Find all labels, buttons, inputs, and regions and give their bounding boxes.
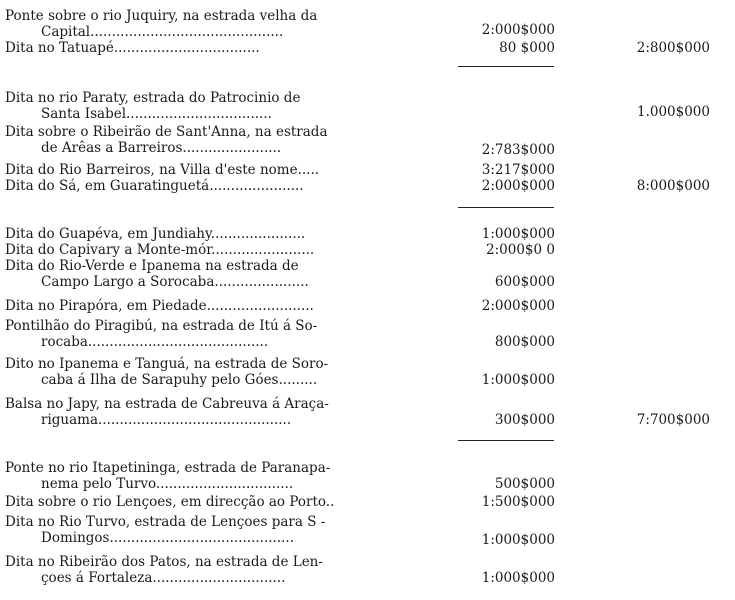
entry-line1: Dita do Capivary a Monte-mór........................ [5,242,315,258]
group-total: 2:800$000 [636,40,710,56]
entry-description [5,494,435,510]
entry-amount: 2:000$000 [481,22,555,38]
entry-line1: Dita do Rio-Verde e Ipanema na estrada de [5,258,299,274]
entry-line1: Dita do Guapéva, em Jundiahy...................... [5,226,306,242]
entry-line2: rocaba.......................................... [41,334,269,350]
entry-description [5,554,435,586]
entry-description [5,298,435,314]
entry-description [5,40,435,56]
entry-amount: 2:000$000 [481,178,555,194]
entry-line1: Dita no rio Paraty, estrada do Patrocinio de [5,90,301,106]
entry-description [5,258,435,290]
entry-amount: 1:000$000 [481,532,555,548]
entry-amount: 3:217$000 [481,162,555,178]
entry-description [5,356,435,388]
entry-description [5,226,435,242]
entry-line1: Ponte sobre o rio Juquiry, na estrada velha da [5,8,318,24]
entry-description [5,178,435,194]
entry-description [5,90,435,122]
entry-amount: 300$000 [494,412,555,428]
entry-line1: Dita no Ribeirão dos Patos, na estrada de Len- [5,554,323,570]
entry-line2: caba á Ilha de Sarapuhy pelo Góes......... [41,372,318,388]
entry-amount: 2:000$000 [481,298,555,314]
entry-line1: Dita no Rio Turvo, estrada de Lençoes para S - [5,514,326,530]
entry-line1: Dito no Ipanema e Tanguá, na estrada de Soro- [5,356,329,372]
entry-line1: Dita no Tatuapé.................................. [5,40,260,56]
group-total: 7:700$000 [636,412,710,428]
entry-description [5,396,435,428]
entry-line1: Balsa no Japy, na estrada de Cabreuva á Araça- [5,396,329,412]
entry-amount: 1:000$000 [481,372,555,388]
entry-description [5,162,435,178]
entry-line1: Ponte no rio Itapetininga, estrada de Paranapa- [5,460,331,476]
entry-line2: çoes á Fortaleza............................... [41,570,286,586]
entry-amount: 800$000 [494,334,555,350]
entry-amount: 2:000$0 0 [486,242,555,258]
entry-amount: 80 $000 [499,40,555,56]
entry-line1: Dita do Sá, em Guaratinguetá...................... [5,178,304,194]
entry-amount: 1:000$000 [481,570,555,586]
entry-description [5,124,435,156]
entry-line2: Santa Isabel.................................. [41,106,272,122]
entry-line2: Capital............................................. [41,24,284,40]
entry-amount: 1:500$000 [481,494,555,510]
entry-description [5,8,435,40]
entry-line1: Dita no Pirapóra, em Piedade......................... [5,298,314,314]
entry-amount: 600$000 [494,274,555,290]
entry-line2: Campo Largo a Sorocaba...................... [41,274,309,290]
entry-line2: riguama............................................. [41,412,292,428]
entry-line2: Domingos........................................... [41,530,294,546]
entry-line1: Dita sobre o Ribeirão de Sant'Anna, na estrada [5,124,328,140]
entry-description [5,514,435,546]
entry-amount: 2:783$000 [481,142,555,158]
subtotal-rule [458,66,554,67]
entry-line1: Dita do Rio Barreiros, na Villa d'este nome..... [5,162,320,178]
entry-line2: nema pelo Turvo................................ [41,476,294,492]
group-total: 8:000$000 [636,178,710,194]
subtotal-rule [458,207,554,208]
entry-line1: Dita sobre o rio Lençoes, em direcção ao Porto.. [5,494,335,510]
subtotal-rule [458,440,554,441]
entry-description [5,242,435,258]
entry-line2: de Arêas a Barreiros....................... [41,140,282,156]
entry-amount: 500$000 [494,476,555,492]
group-total: 1.000$000 [636,104,710,120]
entry-description [5,318,435,350]
entry-amount: 1:000$000 [481,226,555,242]
entry-description [5,460,435,492]
entry-line1: Pontilhão do Piragibú, na estrada de Itú á So- [5,318,318,334]
